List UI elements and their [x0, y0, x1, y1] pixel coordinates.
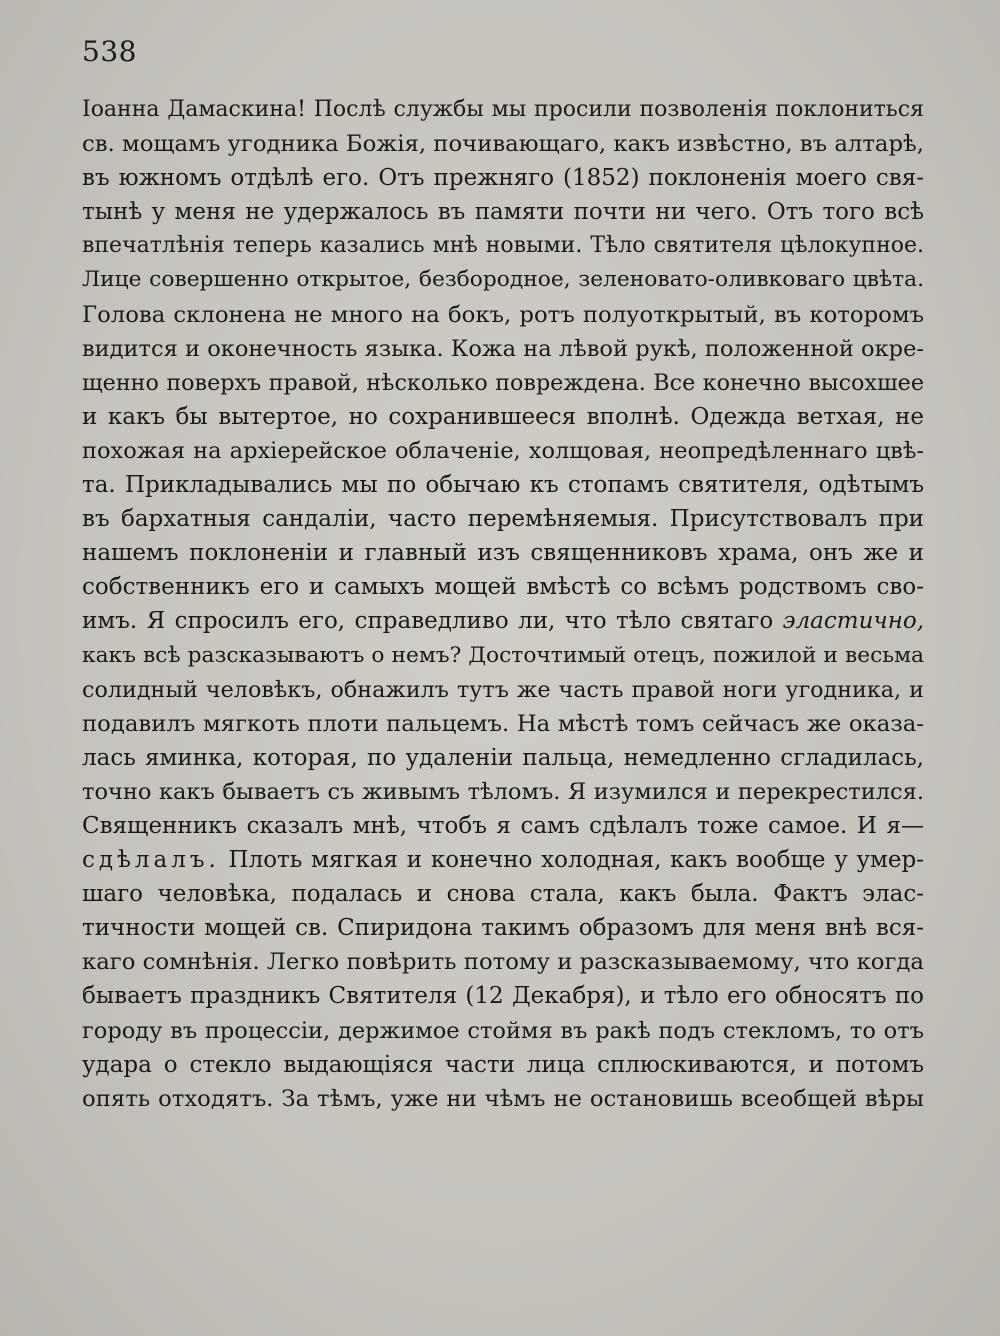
text-line: Іоанна Дамаскина! Послѣ службы мы просили позволенія поклониться — [82, 97, 924, 122]
text-line: Лице совершенно открытое, безбородное, зеленовато-оливковаго цвѣта. — [82, 267, 924, 293]
text-line: похожая на архіерейское облаченіе, холщовая, неопредѣленнаго цвѣ- — [82, 437, 924, 464]
text-line: лась яминка, которая, по удаленіи пальца, немедленно сгладилась, — [82, 744, 924, 771]
text-line: шаго человѣка, подалась и снова стала, какъ была. Фактъ элас- — [82, 881, 924, 908]
text-line: удара о стекло выдающіяся части лица сплюскиваются, и потомъ — [82, 1051, 924, 1078]
text-line: городу въ процессіи, держимое стоймя въ ракѣ подъ стекломъ, то отъ — [82, 1017, 924, 1044]
text-line: тичности мощей св. Спиридона такимъ образомъ для меня внѣ вся- — [82, 915, 924, 942]
text-line: видится и оконечность языка. Кожа на лѣвой рукѣ, положенной окре- — [82, 335, 924, 362]
text-line: щенно поверхъ правой, нѣсколько повреждена. Все конечно высохшее — [82, 369, 924, 396]
text-line-with-italic — [82, 604, 924, 638]
text-line: и какъ бы вытертое, но сохранившееся вполнѣ. Одежда ветхая, не — [82, 403, 924, 430]
text-line: собственникъ его и самыхъ мощей вмѣстѣ со всѣмъ родствомъ сво- — [82, 574, 924, 601]
text-line: тынѣ у меня не удержалось въ памяти почти ни чего. Отъ того всѣ — [82, 199, 924, 226]
body-text — [82, 93, 924, 1116]
text-line: св. мощамъ угодника Божія, почивающаго, какъ извѣстно, въ алтарѣ, — [82, 131, 924, 158]
text-line: каго сомнѣнія. Легко повѣрить потому и разсказываемому, что когда — [82, 949, 924, 976]
text-line: Священникъ сказалъ мнѣ, чтобъ я самъ сдѣлалъ тоже самое. И я— — [82, 812, 924, 839]
italic-word: эластично, — [782, 608, 924, 635]
text-segment: Плоть мягкая и конечно холодная, какъ вообще у умер- — [228, 847, 924, 874]
page-number: 538 — [82, 35, 137, 68]
text-line: въ бархатныя сандаліи, часто перемѣняемыя. Присутствовалъ при — [82, 506, 924, 533]
text-line-with-spaced — [82, 843, 924, 877]
text-line: Голова склонена не много на бокъ, ротъ полуоткрытый, въ которомъ — [82, 301, 924, 328]
text-line: точно какъ бываетъ съ живымъ тѣломъ. Я изумился и перекрестился. — [82, 778, 924, 805]
spaced-word: сдѣлалъ. — [82, 847, 220, 874]
text-line: бываетъ праздникъ Святителя (12 Декабря), и тѣло его обносятъ по — [82, 983, 924, 1010]
text-line: какъ всѣ разсказываютъ о немъ? Досточтимый отецъ, пожилой и весьма — [82, 642, 924, 668]
text-line: та. Прикладывались мы по обычаю къ стопамъ святителя, одѣтымъ — [82, 472, 924, 499]
text-line: солидный человѣкъ, обнажилъ тутъ же часть правой ноги угодника, и — [82, 676, 924, 703]
text-line: въ южномъ отдѣлѣ его. Отъ прежняго (1852) поклоненія моего свя- — [82, 165, 924, 192]
text-segment: имъ. Я спросилъ его, справедливо ли, что тѣло святаго — [82, 608, 774, 635]
text-line: подавилъ мягкоть плоти пальцемъ. На мѣстѣ томъ сейчасъ же оказа- — [82, 710, 924, 737]
text-line: впечатлѣнія теперь казались мнѣ новыми. Тѣло святителя цѣлокупное. — [82, 233, 924, 259]
text-line: опять отходятъ. За тѣмъ, уже ни чѣмъ не остановишь всеобщей вѣры — [82, 1085, 924, 1112]
text-line: нашемъ поклоненіи и главный изъ священниковъ храма, онъ же и — [82, 540, 924, 567]
